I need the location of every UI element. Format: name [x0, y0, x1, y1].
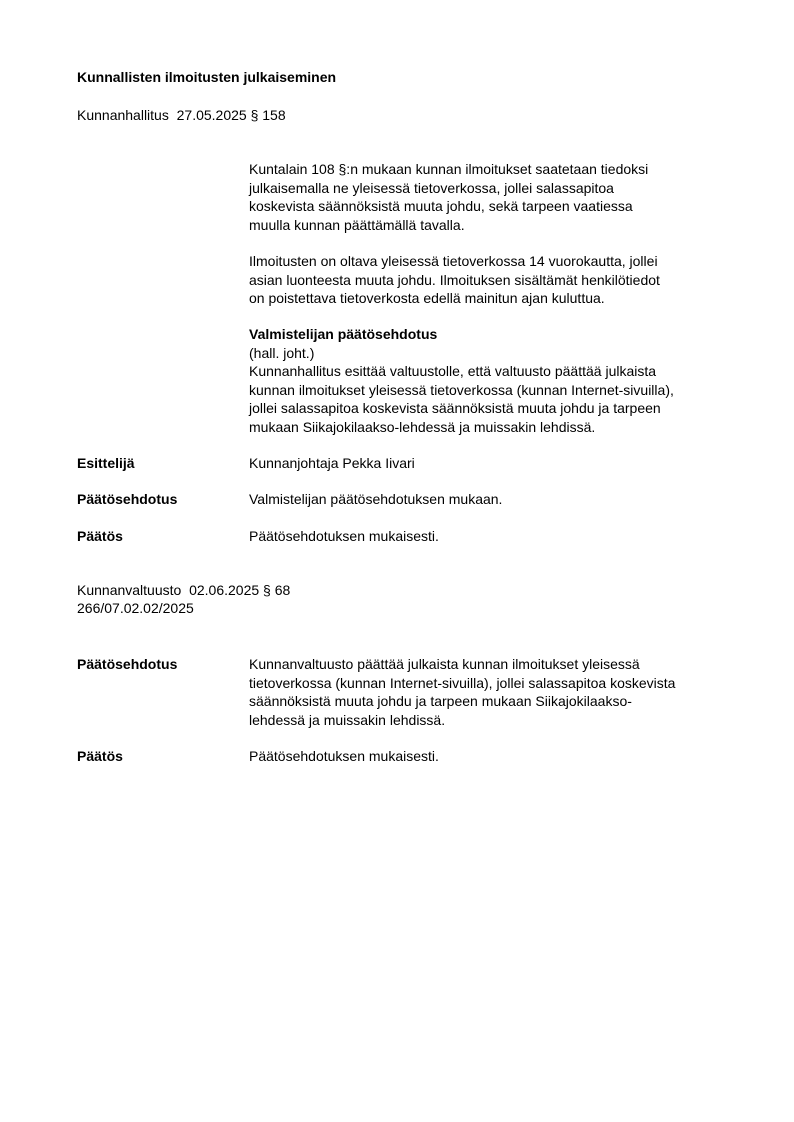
council-proposal-label: Päätösehdotus — [77, 656, 178, 672]
text-line: koskevista säännöksistä muuta johdu, sekä tarpeen vaatiessa — [249, 198, 633, 214]
text-line: jollei salassapitoa koskevista säännöksistä muuta johdu ja tarpeen — [249, 400, 661, 416]
row-value-presenter: Kunnanjohtaja Pekka Iivari — [249, 455, 415, 471]
preparer-proposal — [249, 325, 749, 436]
text-line: tietoverkossa (kunnan Internet-sivuilla), jollei salassapitoa koskevista — [249, 674, 676, 691]
text-line: kunnan ilmoitukset yleisessä tietoverkossa (kunnan Internet-sivuilla), — [249, 381, 674, 398]
text-line: Kunnanvaltuusto päättää julkaista kunnan ilmoitukset yleisessä — [249, 656, 640, 672]
board-intro-paragraph-2 — [249, 252, 749, 308]
row-value-decision: Päätösehdotuksen mukaisesti. — [249, 528, 439, 544]
council-decision-value: Päätösehdotuksen mukaisesti. — [249, 748, 439, 764]
proposal-heading: Valmistelijan päätösehdotus — [249, 326, 438, 342]
council-proposal-text — [249, 655, 749, 729]
council-decision-label: Päätös — [77, 748, 123, 764]
text-line: mukaan Siikajokilaakso-lehdessä ja muissakin lehdissä. — [249, 418, 596, 435]
document-title: Kunnallisten ilmoitusten julkaiseminen — [77, 69, 337, 85]
row-value-proposal: Valmistelijan päätösehdotuksen mukaan. — [249, 491, 503, 507]
board-meeting-header: Kunnanhallitus 27.05.2025 § 158 — [77, 107, 286, 123]
text-line: Kunnanhallitus esittää valtuustolle, että valtuusto päättää julkaista — [249, 363, 657, 379]
row-label-presenter: Esittelijä — [77, 455, 135, 471]
text-line: Kuntalain 108 §:n mukaan kunnan ilmoitukset saatetaan tiedoksi — [249, 161, 649, 177]
row-label-decision: Päätös — [77, 528, 123, 544]
text-line: Ilmoitusten on oltava yleisessä tietoverkossa 14 vuorokautta, jollei — [249, 253, 658, 269]
text-line: on poistettava tietoverkosta edellä mainitun ajan kuluttua. — [249, 290, 605, 306]
board-intro-paragraph-1 — [249, 160, 749, 234]
text-line: julkaisemalla ne yleisessä tietoverkossa, jollei salassapitoa — [249, 179, 614, 196]
text-line: lehdessä ja muissakin lehdissä. — [249, 711, 446, 728]
case-number: 266/07.02.02/2025 — [77, 600, 194, 616]
proposal-author: (hall. joht.) — [249, 344, 315, 361]
text-line: säännöksistä muuta johdu ja tarpeen mukaan Siikajokilaakso- — [249, 693, 632, 709]
row-label-proposal: Päätösehdotus — [77, 491, 178, 507]
council-meeting-header: Kunnanvaltuusto 02.06.2025 § 68 — [77, 582, 291, 598]
text-line: asian luonteesta muuta johdu. Ilmoituksen sisältämät henkilötiedot — [249, 271, 660, 288]
text-line: muulla kunnan päättämällä tavalla. — [249, 216, 465, 233]
